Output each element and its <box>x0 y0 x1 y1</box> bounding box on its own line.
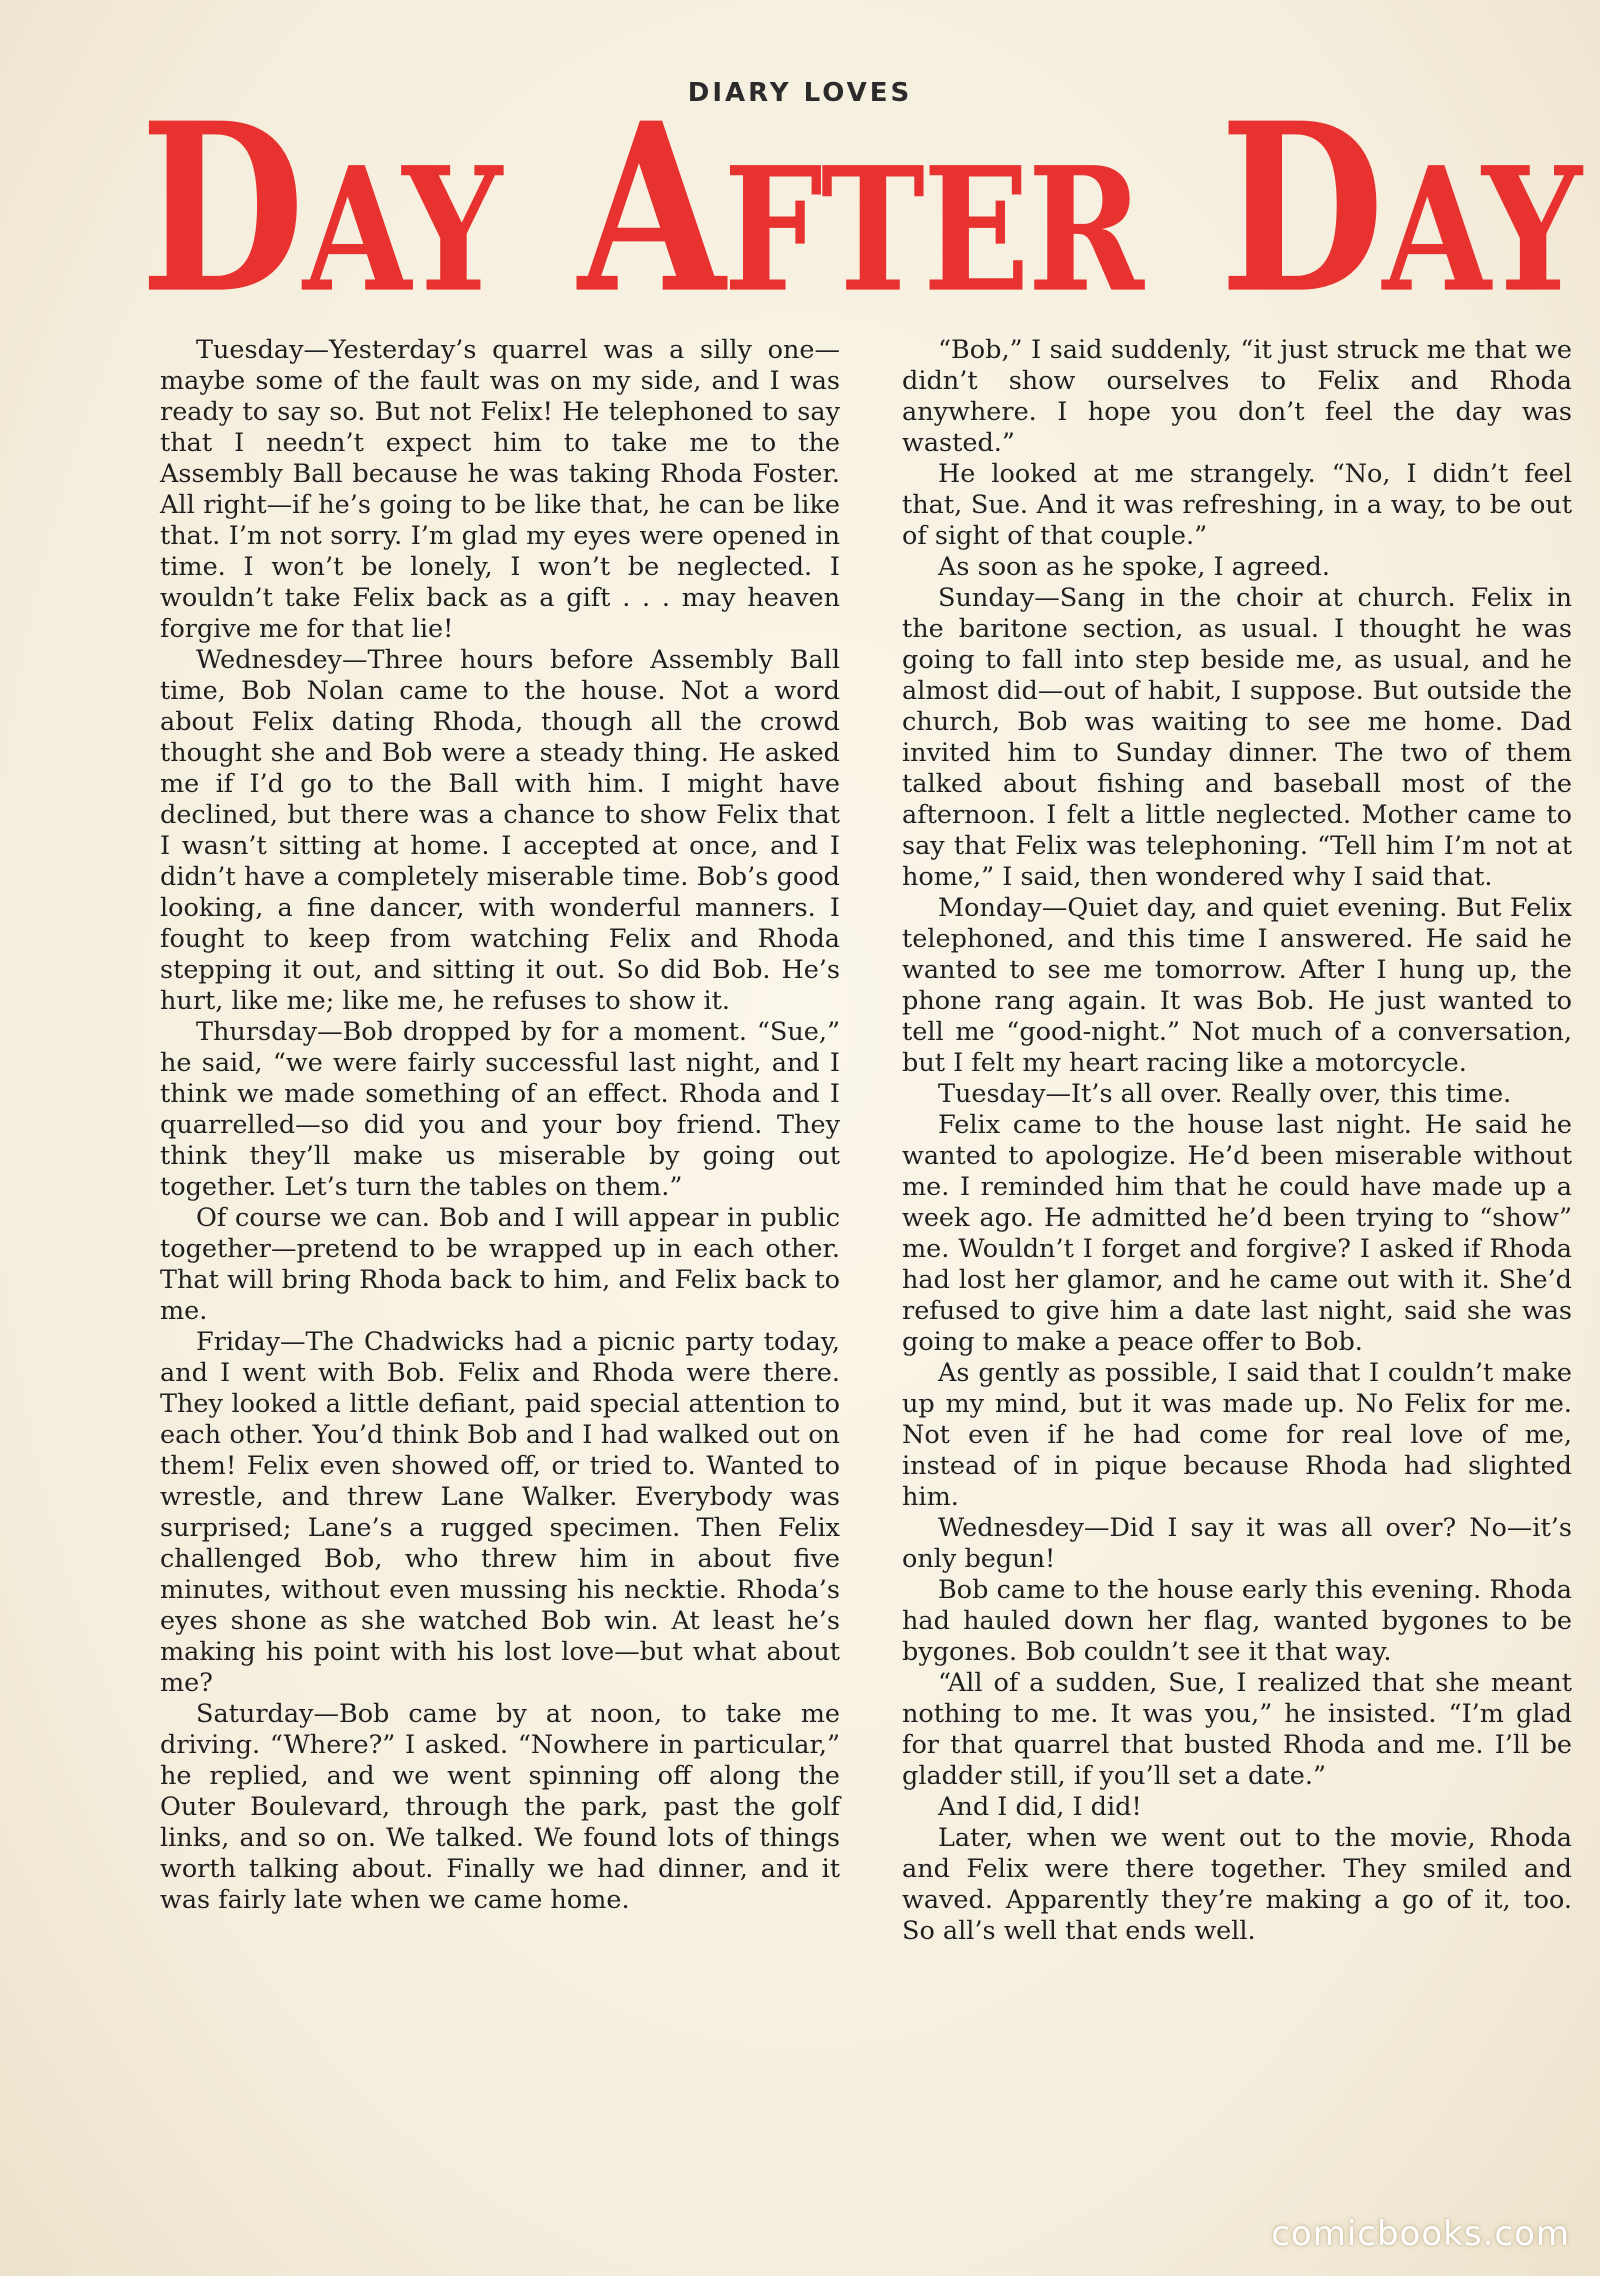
title-word-3: DAY <box>1219 72 1580 345</box>
paragraph: He looked at me strangely. “No, I didn’t feel that, Sue. And it was refreshing, in a way, to be out of sight of that couple.” <box>902 459 1572 551</box>
paragraph: Wednesdey—Three hours before Assembly Ball time, Bob Nolan came to the house. Not a word about Felix dating Rhoda, though all the crowd thought she and Bob were a steady thing. He asked me if I’d go to the Ball with him. I might have declined, but there was a chance to show Felix that I wasn’t sitting at home. I accepted at once, and I didn’t have a completely miserable time. Bob’s good looking, a fine dancer, with wonderful manners. I fought to keep from watching Felix and Rhoda stepping it out, and sitting it out. So did Bob. He’s hurt, like me; like me, he refuses to show it. <box>160 645 840 1016</box>
paragraph: Felix came to the house last night. He said he wanted to apologize. He’d been miserable without me. I reminded him that he could have made up a week ago. He admitted he’d been trying to “show” me. Wouldn’t I forget and forgive? I asked if Rhoda had lost her glamor, and he came out with it. She’d refused to give him a date last night, said she was going to make a peace offer to Bob. <box>902 1110 1572 1357</box>
paragraph: Saturday—Bob came by at noon, to take me driving. “Where?” I asked. “Nowhere in particular,” he replied, and we went spinning off along the Outer Boulevard, through the park, past the golf links, and so on. We talked. We found lots of things worth talking about. Finally we had dinner, and it was fairly late when we came home. <box>160 1699 840 1915</box>
paragraph: And I did, I did! <box>938 1792 1142 1822</box>
paragraph: Wednesdey—Did I say it was all over? No—it’s only begun! <box>902 1513 1572 1574</box>
paragraph: Bob came to the house early this evening. Rhoda had hauled down her flag, wanted bygones to be bygones. Bob couldn’t see it that way. <box>902 1575 1572 1667</box>
story-title <box>140 51 1580 345</box>
site-watermark: comicbooks.com <box>1271 2214 1570 2254</box>
paragraph: Friday—The Chadwicks had a picnic party today, and I went with Bob. Felix and Rhoda were there. They looked a little defiant, paid special attention to each other. You’d think Bob and I had walked out on them! Felix even showed off, or tried to. Wanted to wrestle, and threw Lane Walker. Everybody was surprised; Lane’s a rugged specimen. Then Felix challenged Bob, who threw him in about five minutes, without even mussing his necktie. Rhoda’s eyes shone as she watched Bob win. At least he’s making his point with his lost love—but what about me? <box>160 1327 840 1698</box>
paragraph: “Bob,” I said suddenly, “it just struck me that we didn’t show ourselves to Felix and Rhoda anywhere. I hope you don’t feel the day was wasted.” <box>902 335 1572 458</box>
paragraph: Thursday—Bob dropped by for a moment. “Sue,” he said, “we were fairly successful last night, and I think we made something of an effect. Rhoda and I quarrelled—so did you and your boy friend. They think they’ll make us miserable by going out together. Let’s turn the tables on them.” <box>160 1017 840 1202</box>
paragraph: Tuesday—It’s all over. Really over, this time. <box>938 1079 1512 1109</box>
series-header: DIARY LOVES <box>687 78 913 108</box>
paragraph: Monday—Quiet day, and quiet evening. But Felix telephoned, and this time I answered. He said he wanted to see me tomorrow. After I hung up, the phone rang again. It was Bob. He just wanted to tell me “good-night.” Not much of a conversation, but I felt my heart racing like a motorcycle. <box>902 893 1572 1078</box>
story-column-right <box>902 335 1572 1947</box>
paragraph: Later, when we went out to the movie, Rhoda and Felix were there together. They smiled and waved. Apparently they’re making a go of it, too. So all’s well that ends well. <box>902 1823 1572 1946</box>
paragraph: Sunday—Sang in the choir at church. Felix in the baritone section, as usual. I thought he was going to fall into step beside me, as usual, and he almost did—out of habit, I suppose. But outside the church, Bob was waiting to see me home. Dad invited him to Sunday dinner. The two of them talked about fishing and baseball most of the afternoon. I felt a little neglected. Mother came to say that Felix was telephoning. “Tell him I’m not at home,” I said, then wondered why I said that. <box>902 583 1572 892</box>
paragraph: Tuesday—Yesterday’s quarrel was a silly one—maybe some of the fault was on my side, and I was ready to say so. But not Felix! He telephoned to say that I needn’t expect him to take me to the Assembly Ball because he was taking Rhoda Foster. All right—if he’s going to be like that, he can be like that. I’m not sorry. I’m glad my eyes were opened in time. I won’t be lonely, I won’t be neglected. I wouldn’t take Felix back as a gift . . . may heaven forgive me for that lie! <box>160 335 840 644</box>
title-word-1: DAY <box>140 72 501 345</box>
paragraph: “All of a sudden, Sue, I realized that she meant nothing to me. It was you,” he insisted. “I’m glad for that quarrel that busted Rhoda and me. I’ll be gladder still, if you’ll set a date.” <box>902 1668 1572 1791</box>
paragraph: As gently as possible, I said that I couldn’t make up my mind, but it was made up. No Felix for me. Not even if he had come for real love of me, instead of in pique because Rhoda had slighted him. <box>902 1358 1572 1512</box>
title-word-2: AFTER <box>577 72 1143 345</box>
paragraph: As soon as he spoke, I agreed. <box>938 552 1330 582</box>
story-column-left <box>160 335 840 1916</box>
paragraph: Of course we can. Bob and I will appear in public together—pretend to be wrapped up in each other. That will bring Rhoda back to him, and Felix back to me. <box>160 1203 840 1326</box>
